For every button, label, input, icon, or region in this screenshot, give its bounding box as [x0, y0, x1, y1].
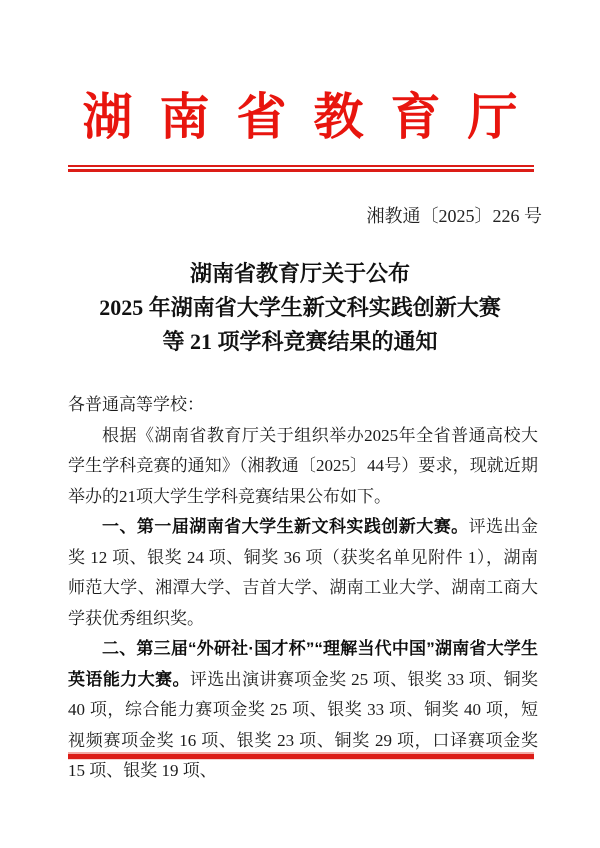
- notice-body: [68, 390, 538, 787]
- notice-title-line-1: 湖南省教育厅关于公布: [189, 261, 410, 286]
- notice-title-line-2: 2025 年湖南省大学生新文科实践创新大赛: [99, 295, 501, 320]
- paragraph-section-1: [68, 512, 538, 634]
- section-1-text: 评选出金奖 12 项、银奖 24 项、铜奖 36 项（获奖名单见附件 1），湖南师范大学、湘潭大学、吉首大学、湖南工业大学、湖南工商大学获优秀组织奖。: [68, 517, 538, 628]
- page-bottom-divider: [68, 752, 534, 760]
- letterhead-divider: [68, 165, 534, 172]
- section-1-heading: 一、第一届湖南省大学生新文科实践创新大赛。: [102, 517, 469, 536]
- paragraph-intro: [68, 421, 538, 513]
- section-2-text: 评选出演讲赛项金奖 25 项、银奖 33 项、铜奖 40 项，综合能力赛项金奖 25 项、银奖 33 项、铜奖 40 项，短视频赛项金奖 16 项、银奖 23 项、铜奖 29 项，口译赛项金奖 15 项、银奖 19 项、: [68, 669, 539, 780]
- paragraph-section-2: [68, 634, 538, 787]
- agency-letterhead: 湖南省教育厅: [82, 89, 545, 145]
- notice-title-line-3: 等 21 项学科竞赛结果的通知: [162, 329, 438, 354]
- salutation: 各普通高等学校：: [68, 395, 204, 414]
- notice-title: [0, 257, 600, 359]
- paragraph-intro-text: 根据《湖南省教育厅关于组织举办2025年全省普通高校大学生学科竞赛的通知》（湘教通〔2025〕44号）要求，现就近期举办的21项大学生学科竞赛结果公布如下。: [68, 425, 538, 506]
- document-number: 湘教通〔2025〕226 号: [366, 206, 542, 226]
- section-2-heading: 二、第三届“外研社·国才杯”“理解当代中国”湖南省大学生英语能力大赛。: [68, 639, 538, 689]
